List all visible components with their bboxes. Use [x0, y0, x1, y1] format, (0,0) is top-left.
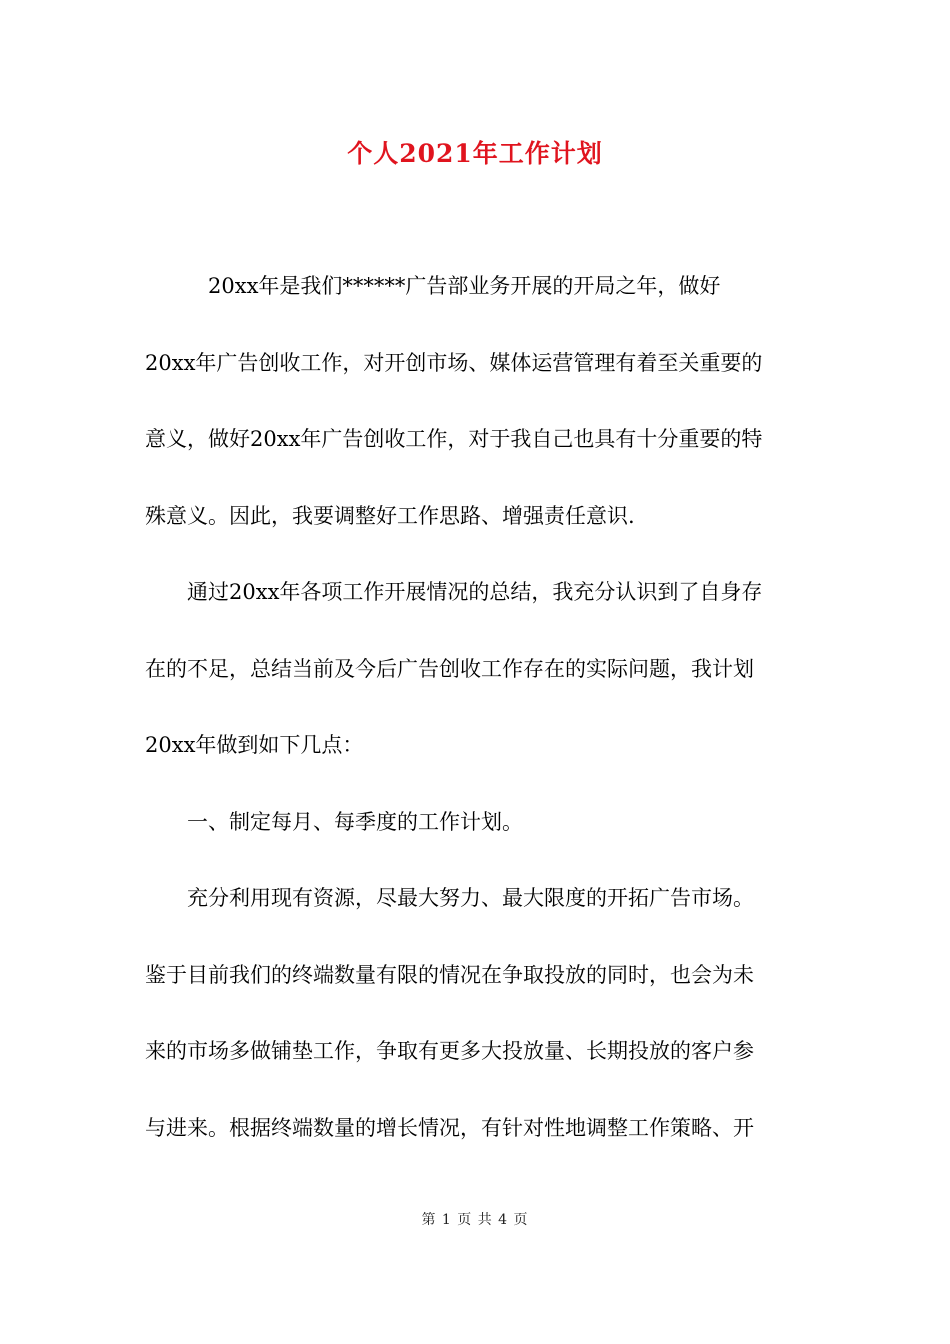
body-line: 意义，做好20xx年广告创收工作，对于我自己也具有十分重要的特 — [145, 427, 763, 451]
body-line: 在的不足，总结当前及今后广告创收工作存在的实际问题，我计划 — [145, 656, 754, 681]
body-line: 20xx年广告创收工作，对开创市场、媒体运营管理有着至关重要的 — [145, 350, 763, 375]
body-line: 来的市场多做铺垫工作，争取有更多大投放量、长期投放的客户参 — [145, 1039, 754, 1063]
body-line: 20xx年是我们******广告部业务开展的开局之年，做好 — [145, 274, 721, 298]
page-number-footer: 第 1 页 共 4 页 — [421, 1212, 529, 1228]
document-title: 个人2021年工作计划 — [347, 139, 603, 168]
body-line: 与进来。根据终端数量的增长情况，有针对性地调整工作策略、开 — [145, 1115, 754, 1140]
body-line: 殊意义。因此，我要调整好工作思路、增强责任意识. — [145, 503, 635, 528]
body-line: 通过20xx年各项工作开展情况的总结，我充分认识到了自身存 — [145, 580, 763, 604]
body-line: 20xx年做到如下几点： — [145, 733, 364, 757]
body-line: 鉴于目前我们的终端数量有限的情况在争取投放的同时，也会为未 — [145, 962, 754, 987]
body-line: 充分利用现有资源，尽最大努力、最大限度的开拓广告市场。 — [145, 886, 754, 910]
document-body — [145, 268, 807, 1186]
body-line: 一、制定每月、每季度的工作计划。 — [145, 809, 523, 834]
